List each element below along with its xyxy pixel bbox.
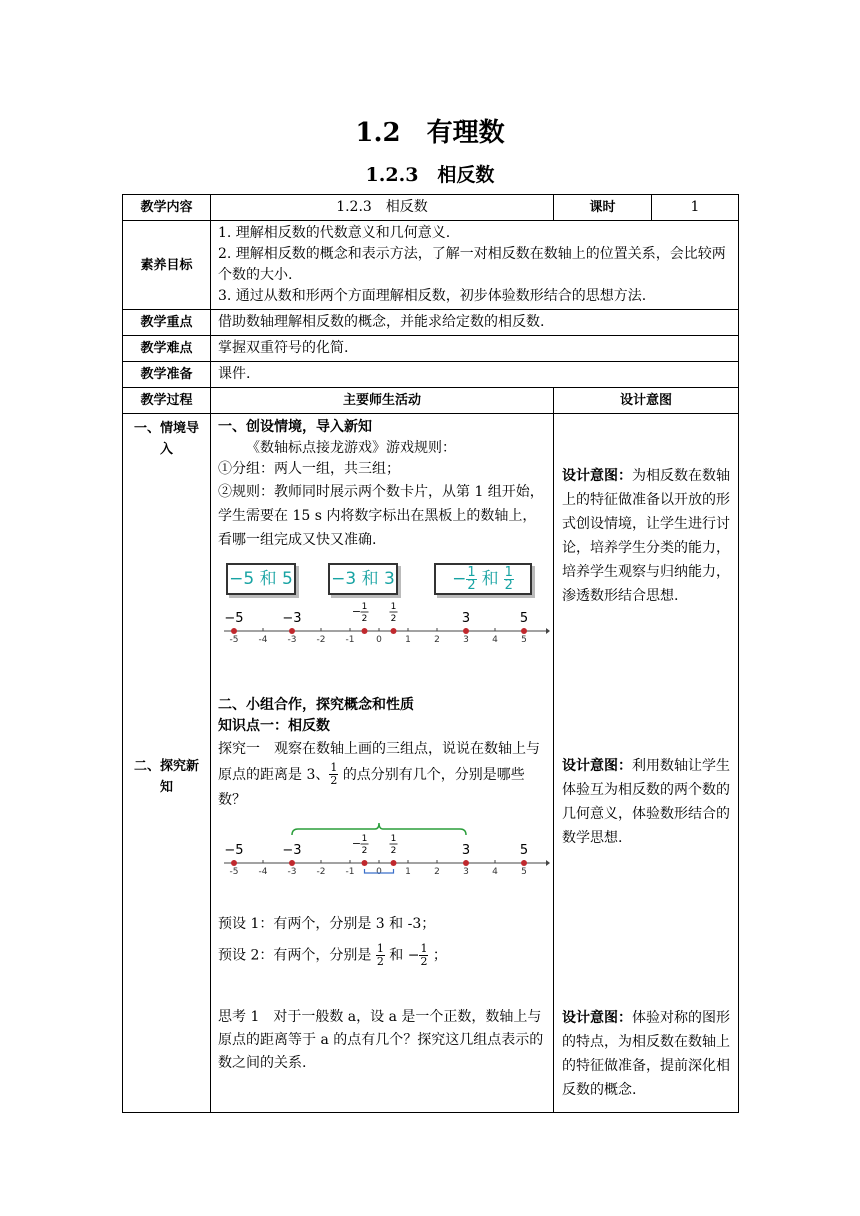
half-num: 1 [361,834,368,844]
half-den: 2 [390,614,397,624]
point-5 [521,860,527,866]
number-line-1 [224,599,550,647]
tick-label-0: 0 [376,635,382,645]
rule-1: ①分组：两人一组，共三组； [218,461,400,477]
page-subtitle: 1.2.3 相反数 [365,164,495,186]
axis-arrow [546,628,550,634]
tick-label--4: -4 [258,867,268,877]
card-half [434,563,532,595]
tick-label-3: 3 [463,635,469,645]
content-value: 1.2.3 相反数 [211,195,554,221]
tick-label-4: 4 [492,867,498,877]
point-3 [463,860,469,866]
card-half-frac2: $\frac{1}{2}$ [504,564,513,593]
point-half [362,628,368,634]
tick-label-5: 5 [521,635,527,645]
content-label: 教学内容 [123,195,211,221]
explore-frac: $\frac{1}{2}$ [330,761,338,787]
difficult-label: 教学难点 [123,336,211,362]
preset-2: 预设 2：有两个，分别是 $\frac{1}{2}$ 和 − $\frac{1}{2}$ ； [218,942,447,968]
point-label--5: −5 [224,611,244,626]
explore-text: 探究一 观察在数轴上画的三组点，说说在数轴上与原点的距离是 3、 $\frac{1}{2}$ 的点分别有几个，分别是哪些数？ [218,741,540,808]
axis-figure-2 [224,819,550,881]
tick-label-0: 0 [376,867,382,877]
tick-label--5: -5 [229,635,239,645]
tick-label--2: -2 [316,867,326,877]
tick-label--1: -1 [345,635,355,645]
goal-3: 3. 通过从数和形两个方面理解相反数，初步体验数形结合的思想方法. [218,288,647,304]
intent-cell [554,414,739,1113]
point-half [362,860,368,866]
card-half-and: 和 [481,568,499,589]
axis-arrow [546,860,550,866]
intent-1: 设计意图：为相反数在数轴上的特征做准备以开放的形式创设情境，让学生进行讨论，培养学生分类的能力，培养学生观察与归纳能力，渗透数形结合思想. [562,468,730,604]
key-value: 借助数轴理解相反数的概念，并能求给定数的相反数. [211,310,739,336]
point-label--5: −5 [224,843,244,858]
tick-label-1: 1 [405,635,411,645]
stage2-heading: 二、小组合作，探究概念和性质 [218,697,414,713]
process-header: 教学过程 [123,388,211,414]
key-label: 教学重点 [123,310,211,336]
page-title: 1.2 有理数 [355,118,505,148]
point--5 [231,628,237,634]
intent-3: 设计意图：体验对称的图形的特点，为相反数在数轴上的特征做准备，提前深化相反数的概念. [562,1010,730,1098]
tick-label-1: 1 [405,867,411,877]
point-5 [521,628,527,634]
intent-header: 设计意图 [554,388,739,414]
point-label-3: 3 [461,843,471,858]
half-den: 2 [390,846,397,856]
difficult-value: 掌握双重符号的化简. [211,336,739,362]
tick-label-5: 5 [521,867,527,877]
goals-label: 素养目标 [123,221,211,310]
stage-labels [123,414,211,1113]
half-num: 1 [390,834,397,844]
tick-label--3: -3 [287,635,297,645]
activity-cell [211,414,554,1113]
card-3: −3 和 3 [328,563,398,595]
card-5: −5 和 5 [226,563,296,595]
point-half [391,860,397,866]
point-label-3: 3 [461,611,471,626]
tick-label-2: 2 [434,635,440,645]
tick-label--2: -2 [316,635,326,645]
card-half-frac1: $\frac{1}{2}$ [467,564,476,593]
point-label-5: 5 [519,611,529,626]
tick-label-3: 3 [463,867,469,877]
knowledge-point: 知识点一：相反数 [218,718,330,734]
think-1: 思考 1 对于一般数 a，设 a 是一个正数，数轴上与原点的距离等于 a 的点有几个？探究这几组点表示的数之间的关系. [218,1009,544,1071]
cards-figure [224,559,550,649]
point--3 [289,628,295,634]
number-line-2 [224,819,550,881]
goals-cell [211,221,739,310]
half-num: 1 [361,602,368,612]
period-value: 1 [652,195,739,221]
tick-label--5: -5 [229,867,239,877]
stage1-heading: 一、创设情境，导入新知 [218,419,372,435]
point-label--3: −3 [282,611,302,626]
prep-label: 教学准备 [123,362,211,388]
goal-2: 2. 理解相反数的概念和表示方法，了解一对相反数在数轴上的位置关系，会比较两个数的大小. [218,246,726,283]
point-half [391,628,397,634]
point-3 [463,628,469,634]
card-half-minus: − [452,568,467,589]
game-title: 《数轴标点接龙游戏》游戏规则： [246,440,456,456]
point-label--3: −3 [282,843,302,858]
half-den: 2 [361,846,368,856]
tick-label-4: 4 [492,635,498,645]
tick-label--1: -1 [345,867,355,877]
half-num: 1 [390,602,397,612]
stage2-label: 二、探究新知 [133,759,199,795]
lesson-table [122,194,739,1113]
point-label-5: 5 [519,843,529,858]
point--3 [289,860,295,866]
tick-label--3: -3 [287,867,297,877]
rule-2: ②规则：教师同时展示两个数卡片，从第 1 组开始，学生需要在 15 s 内将数字标出在黑板上的数轴上，看哪一组完成又快又准确. [218,484,544,548]
half-minus: − [351,605,362,618]
half-minus: − [351,837,362,850]
intent-2: 设计意图：利用数轴让学生体验互为相反数的两个数的几何意义，体验数形结合的数学思想. [562,758,730,846]
prep-value: 课件. [211,362,739,388]
stage1-label: 一、情境导入 [133,421,199,457]
tick-label--4: -4 [258,635,268,645]
period-label: 课时 [554,195,652,221]
half-den: 2 [361,614,368,624]
tick-label-2: 2 [434,867,440,877]
activity-header: 主要师生活动 [211,388,554,414]
point--5 [231,860,237,866]
preset-1: 预设 1：有两个，分别是 3 和 -3； [218,916,436,932]
goal-1: 1. 理解相反数的代数意义和几何意义. [218,225,451,241]
brace-3 [292,823,466,835]
